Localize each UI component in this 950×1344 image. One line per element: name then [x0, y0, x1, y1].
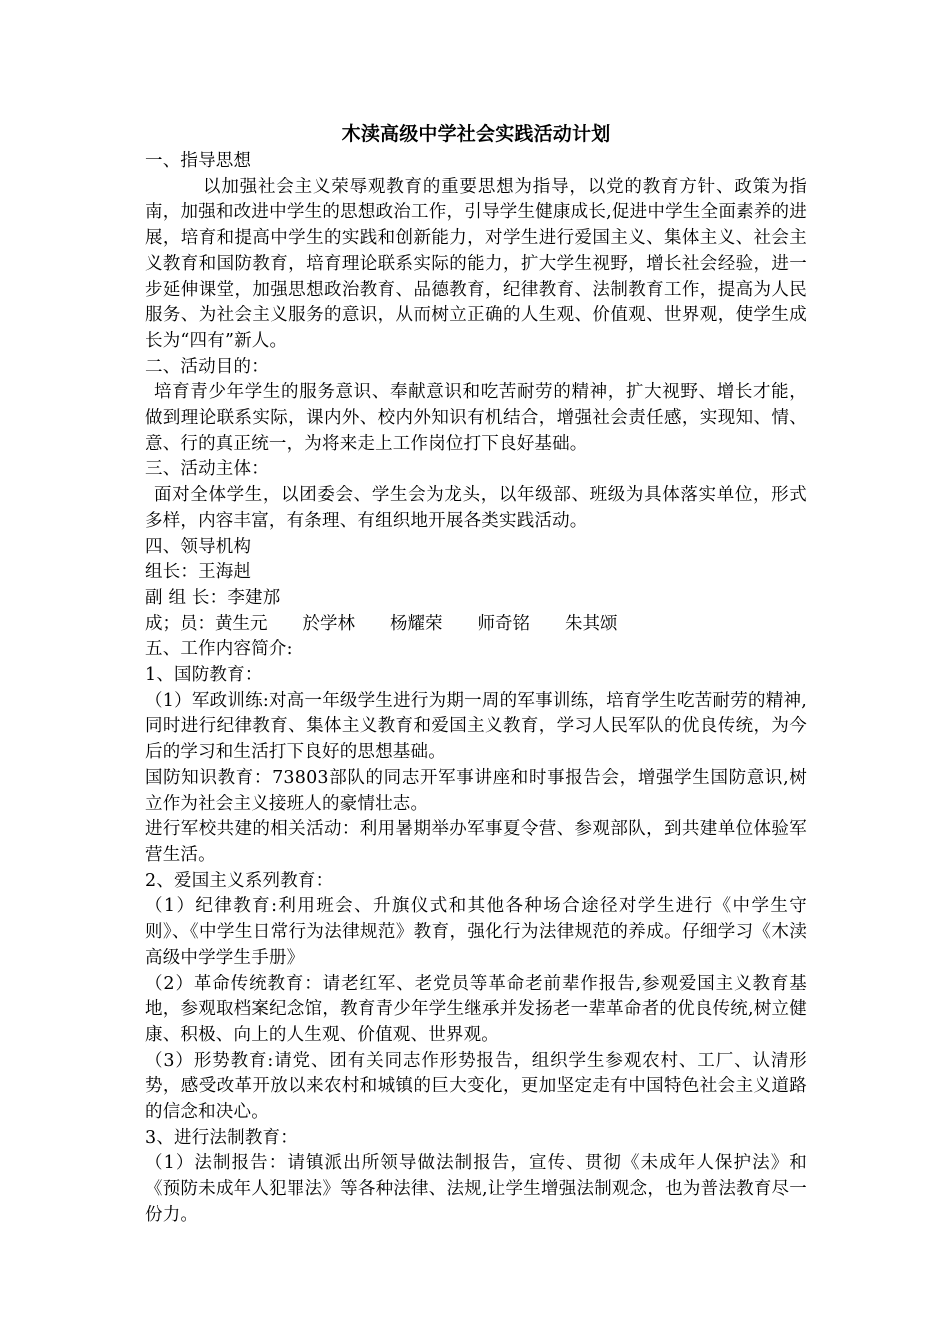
paragraph-revolutionary-tradition: （2）革命传统教育：请老红军、老党员等革命老前辈作报告,参观爱国主义教育基地，参观取档案纪念馆，教育青少年学生继承并发扬老一辈革命者的优良传统,树立健康、积极、向上的人生观、价值观、世界观。	[145, 973, 807, 1045]
document-page	[145, 120, 807, 1229]
paragraph-subject: 面对全体学生，以团委会、学生会为龙头，以年级部、班级为具体落实单位，形式多样，内容丰富，有条理、有组织地开展各类实践活动。	[145, 485, 807, 531]
deputy-leader-line: 副 组 长：李建邡	[145, 587, 281, 608]
subheading-legal-education: 3、进行法制教育：	[145, 1127, 298, 1148]
paragraph-military-training: （1）军政训练:对高一年级学生进行为期一周的军事训练，培育学生吃苦耐劳的精神,同时进行纪律教育、集体主义教育和爱国主义教育，学习人民军队的优良传统，为今后的学习和生活打下良好的思想基础。	[145, 690, 807, 763]
paragraph-discipline-education: （1）纪律教育:利用班会、升旗仪式和其他各种场合途径对学生进行《中学生守则》、《中学生日常行为法律规范》教育，强化行为法律规范的养成。仔细学习《木渎高级中学学生手册》	[145, 896, 807, 968]
subheading-patriotic-education: 2、爱国主义系列教育：	[145, 870, 334, 891]
section-heading-work-content: 五、工作内容简介:	[145, 639, 293, 660]
paragraph-defense-knowledge: 国防知识教育：73803部队的同志开军事讲座和时事报告会，增强学生国防意识,树立作为社会主义接班人的豪情壮志。	[145, 767, 807, 814]
members-line: 成；员：黄生元 於学林 杨耀荣 师奇铭 朱其颂	[145, 613, 618, 634]
paragraph-guiding-thought: 以加强社会主义荣辱观教育的重要思想为指导，以党的教育方针、政策为指南，加强和改进中学生的思想政治工作，引导学生健康成长,促进中学生全面素养的进展，培育和提高中学生的实践和创新能力，对学生进行爱国主义、集体主义、社会主义教育和国防教育，培育理论联系实际的能力，扩大学生视野，增长社会经验，进一步延伸课堂，加强思想政治教育、品德教育，纪律教育、法制教育工作，提高为人民服务、为社会主义服务的意识，从而树立正确的人生观、价值观、世界观，使学生成长为“四有”新人。	[145, 176, 807, 351]
subheading-defense-education: 1、国防教育：	[145, 665, 263, 686]
paragraph-legal-report: （1）法制报告：请镇派出所领导做法制报告，宣传、贯彻《未成年人保护法》和《预防未成年人犯罪法》等各种法律、法规,让学生增强法制观念，也为普法教育尽一份力。	[145, 1153, 807, 1225]
paragraph-situation-education: （3）形势教育:请党、团有关同志作形势报告，组织学生参观农村、工厂、认清形势，感受改革开放以来农村和城镇的巨大变化，更加坚定走有中国特色社会主义道路的信念和决心。	[145, 1050, 807, 1123]
paragraph-military-school-cooperation: 进行军校共建的相关活动：利用暑期举办军事夏令营、参观部队，到共建单位体验军营生活。	[145, 819, 807, 865]
leader-line: 组长：王海赳	[145, 562, 252, 583]
section-heading-purpose: 二、活动目的：	[145, 356, 269, 377]
section-heading-subject: 三、活动主体：	[145, 459, 269, 480]
paragraph-purpose: 培育青少年学生的服务意识、奉献意识和吃苦耐劳的精神，扩大视野、增长才能，做到理论联系实际，课内外、校内外知识有机结合，增强社会责任感，实现知、情、意、行的真正统一，为将来走上工作岗位打下良好基础。	[145, 382, 807, 454]
section-heading-guiding-thought: 一、指导思想	[145, 151, 252, 171]
section-heading-leadership: 四、领导机构	[145, 536, 252, 557]
document-title: 木渎高级中学社会实践活动计划	[341, 123, 611, 145]
